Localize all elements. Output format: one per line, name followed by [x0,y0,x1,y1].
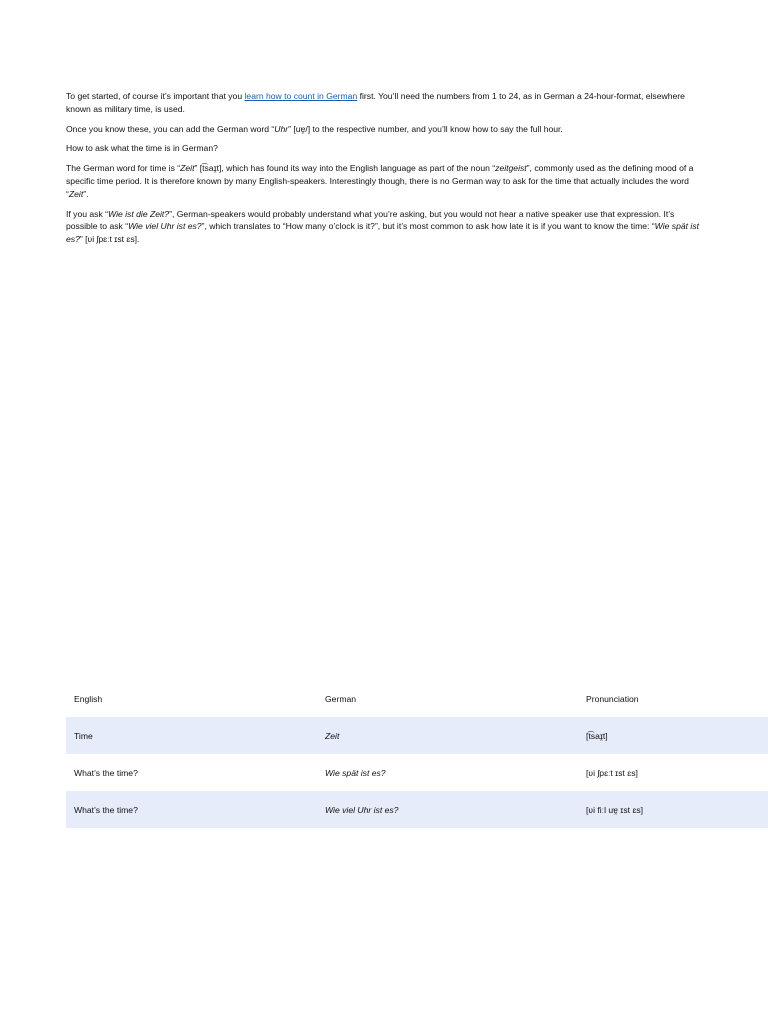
cell-pronunciation: [ʋi ʃpɛːt ɪst ɛs] [586,767,638,778]
cell-german: Wie spät ist es? [325,767,386,778]
zeit-paragraph [66,162,706,200]
text-span: ”. [83,188,89,199]
cell-english: Time [66,717,317,754]
text-span: ” [ʋi ʃpɛːt ɪst ɛs]. [79,234,140,245]
cell-english: What’s the time? [74,767,138,778]
cell-english: What’s the time? [66,791,317,828]
text-span: To get started, of course it’s important that you [66,91,245,101]
section-heading: How to ask what the time is in German? [66,143,218,154]
article-body [66,90,706,253]
text-span: If you ask “ [66,208,109,219]
german-phrase: Wie spät ist es? [66,221,700,245]
cell-pronunciation: [ʋi fiːl uɐ̯ ɪst ɛs] [578,791,768,828]
vocabulary-table [66,680,768,828]
asking-paragraph [66,208,706,246]
text-span: Once you know these, you can add the German word “ [66,123,275,134]
german-word: Zeit [68,188,84,199]
header-english: English [74,693,103,704]
count-in-german-link[interactable]: learn how to count in German [244,91,358,101]
german-phrase: Wie viel Uhr ist es? [128,221,202,232]
cell-german: Wie viel Uhr ist es? [317,791,578,828]
header-german: German [325,693,357,704]
table-header-row [66,680,768,717]
text-span: first. You’ll need the numbers from 1 to 24, as in German a 24-hour-format, elsewhere known as military time, is used. [66,91,685,114]
text-span: ” [t͡saɪ̯t], which has found its way into the English language as part of the noun “ [194,163,496,174]
header-pronunciation: Pronunciation [586,693,639,704]
german-word: Zeit [180,163,195,174]
german-phrase: Wie ist die Zeit? [108,208,170,219]
german-word: zeitgeist [495,163,527,174]
table-row [66,754,768,791]
text-span: ” [uɐ̯/] to the respective number, and you’ll know how to say the full hour. [288,123,563,134]
intro-paragraph [66,90,706,116]
text-span: ”, commonly used as the defining mood of a specific time period. It is therefore known by many English-speakers. Interestingly though, there is no German way to ask for the time that actually includes the word “ [66,163,694,199]
cell-pronunciation: [t͡saɪ̯t] [578,717,768,754]
text-span: The German word for time is “ [66,163,181,174]
table-row [66,791,768,828]
cell-german: Zeit [317,717,578,754]
german-word: Uhr [274,123,289,134]
text-span: ”, German-speakers would probably understand what you’re asking, but you would not hear a native speaker use that expression. It’s possible to ask “ [66,208,675,232]
text-span: ”, which translates to “How many o’clock is it?”, but it’s most common to ask how late it is if you want to know the time: “ [201,221,655,232]
table-row [66,717,768,754]
uhr-paragraph [66,123,706,136]
